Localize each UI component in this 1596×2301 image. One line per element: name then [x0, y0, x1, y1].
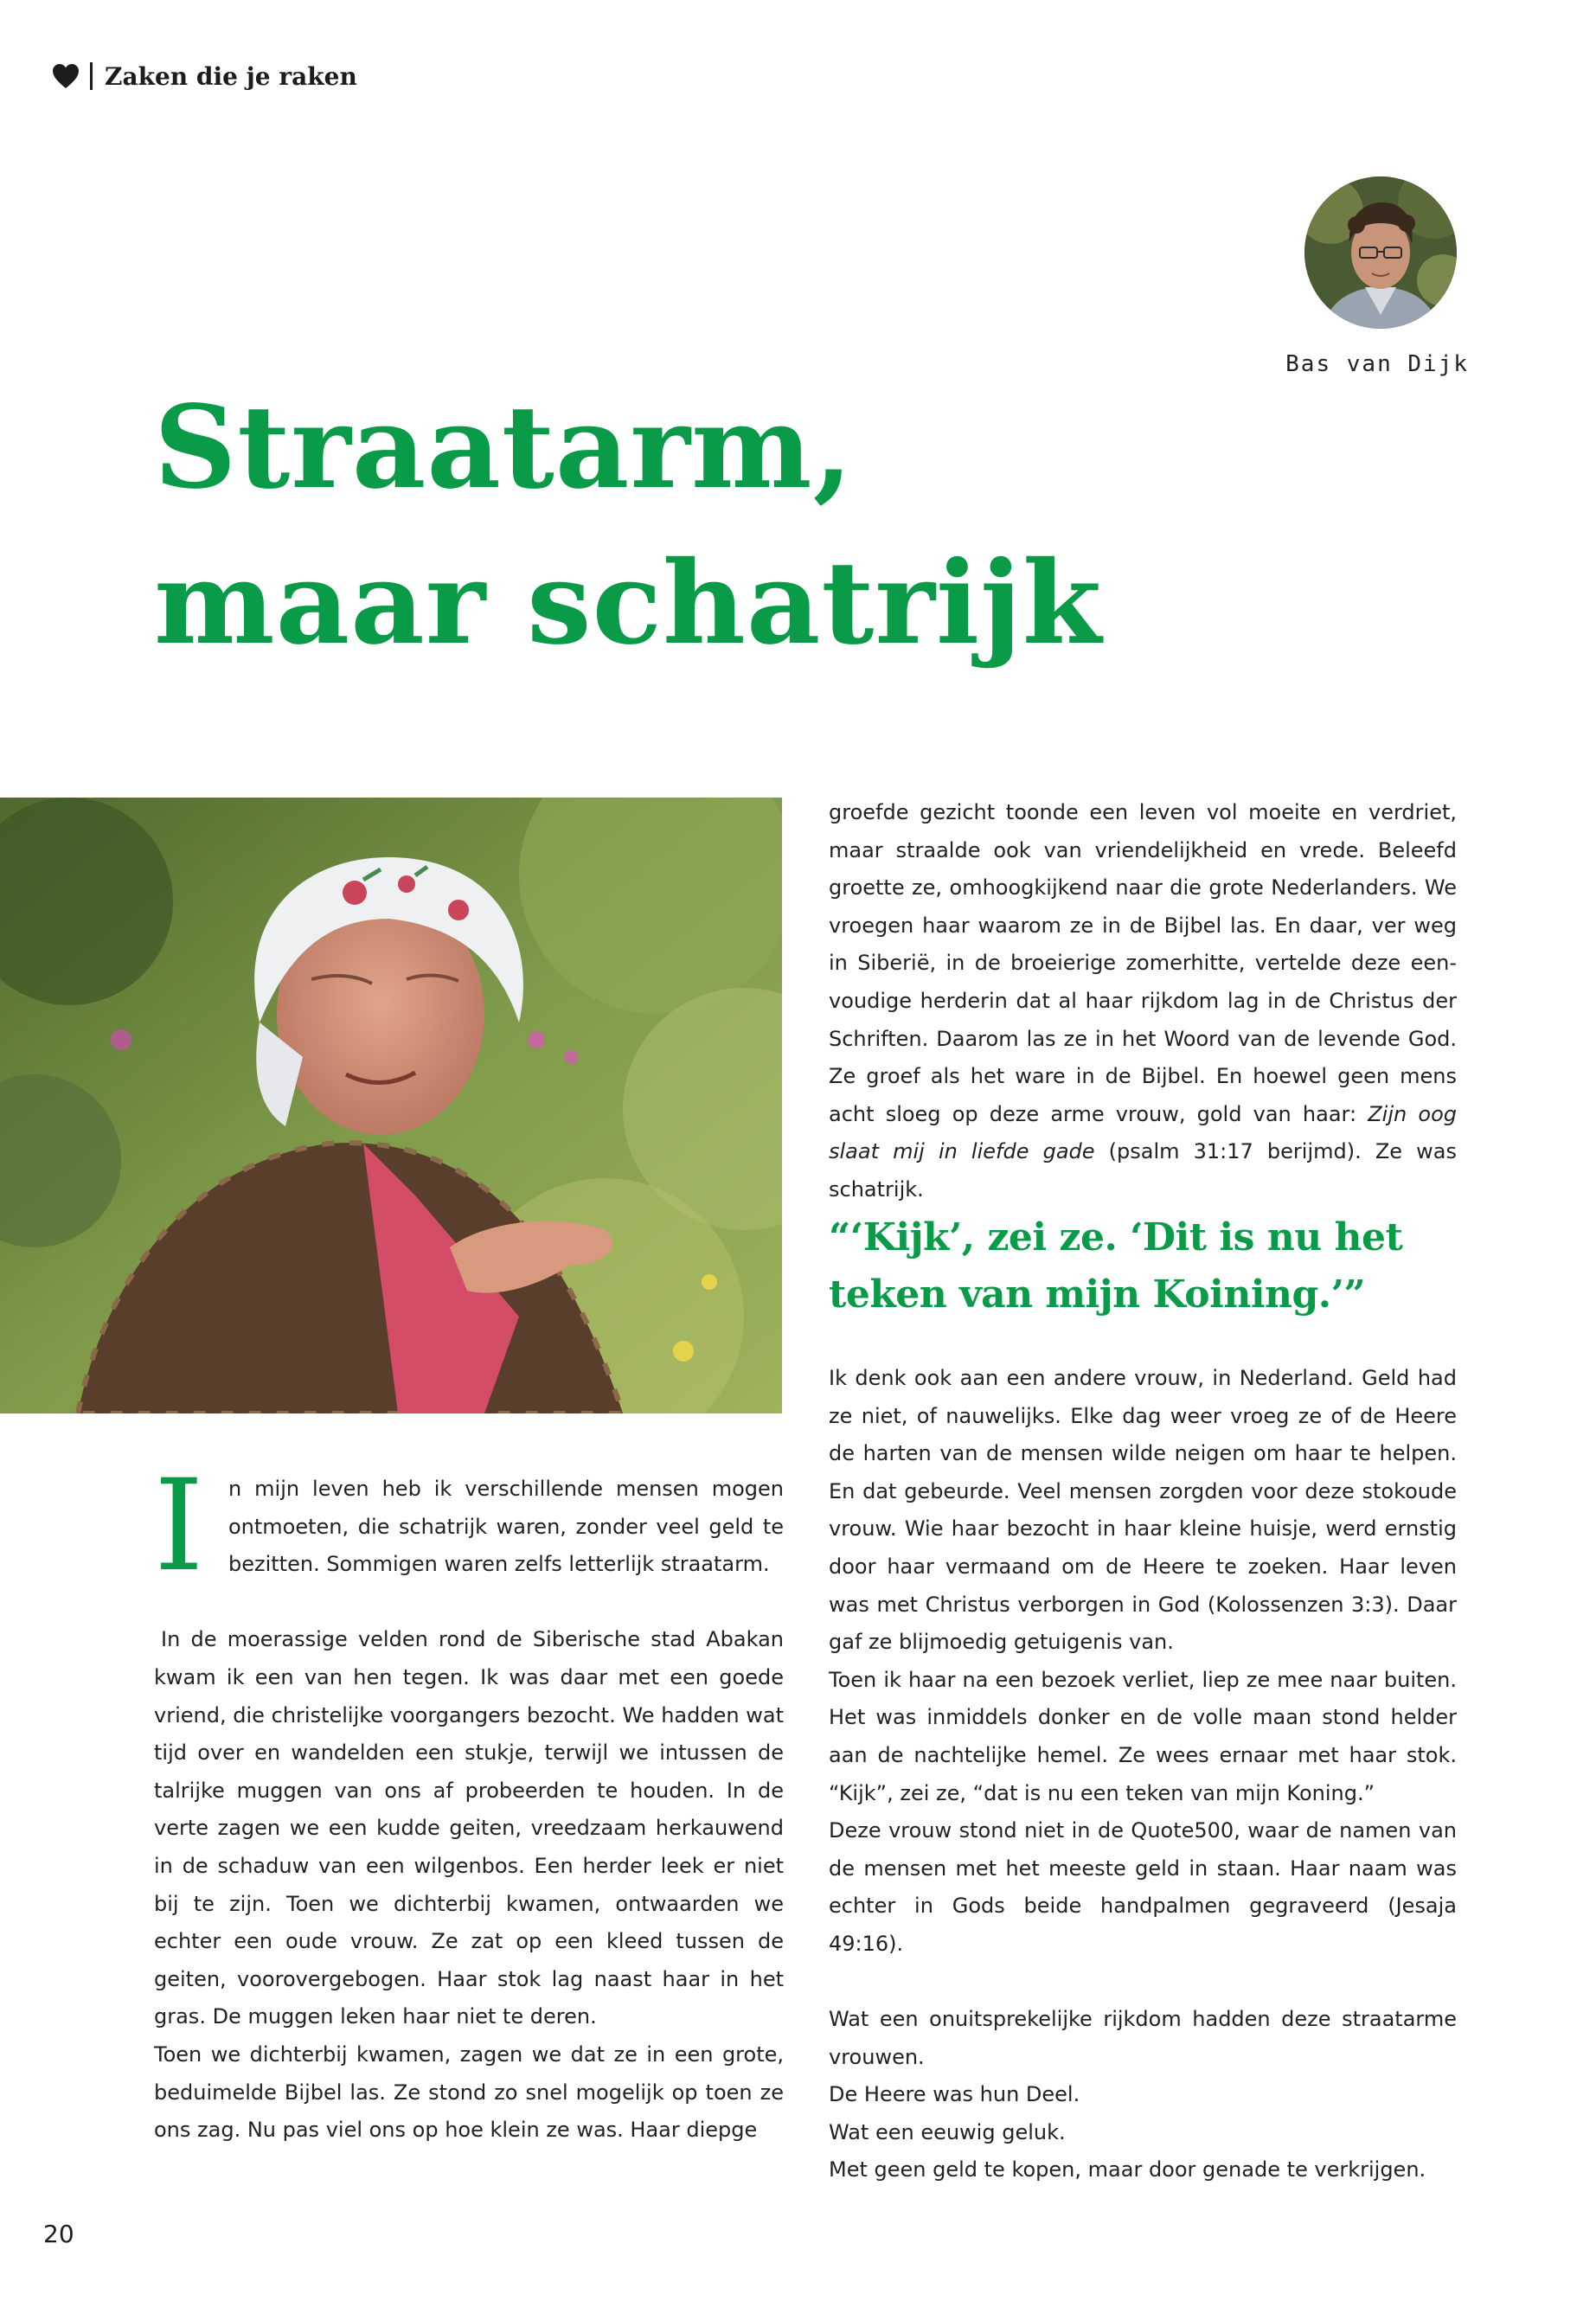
author-avatar	[1304, 176, 1457, 329]
old-woman-photo	[0, 798, 782, 1413]
author-name: Bas van Dijk	[1285, 351, 1469, 377]
body-paragraph: Toen ik haar na een bezoek verliet, liep ze mee naar buiten. Het was inmiddels donker en de volle maan stond helder aan de nachtelijke hemel. Ze wees ernaar met haar stok. “Kijk”, zei ze, “dat is nu een teken van mijn Koning.”	[829, 1667, 1457, 1805]
body-text: groefde gezicht toonde een leven vol moeite en verdriet, maar straalde ook van vriendelijkheid en vrede. Beleefd groette ze, omhoogkijkend naar die grote Nederlanders. We vroegen haar waarom ze in de Bijbel las. En daar, ver weg in Siberië, in de broeierige zomerhitte, vertelde deze eenvoudige herderin dat al haar rijkdom lag in de Christus der Schriften. Daarom las ze in het Woord van de levende God. Ze groef als het ware in de Bijbel. En hoewel geen mens acht sloeg op deze arme vrouw, gold van haar:	[829, 800, 1457, 1126]
body-paragraph: Met geen geld te kopen, maar door genade te verkrijgen.	[829, 2157, 1426, 2182]
body-text: (psalm 31:17 berijmd). Ze was schatrijk.	[829, 1139, 1457, 1202]
drop-cap: I	[154, 1452, 204, 1599]
intro-text: n mijn leven heb ik verschillende mensen mogen ontmoeten, die schatrijk waren, zonder veel geld te bezitten. Sommigen waren zelfs letterlijk straatarm.	[228, 1477, 784, 1577]
article-title	[154, 370, 1192, 682]
section-title: Zaken die je raken	[105, 61, 357, 91]
body-paragraph: Ik denk ook aan een andere vrouw, in Nederland. Geld had ze niet, of nauwelijks. Elke dag weer vroeg ze of de Heere de harten van de mensen wilde neigen om haar te helpen. En dat gebeurde. Veel mensen zorgden voor deze stokoude vrouw. Wie haar bezocht in haar kleine huisje, werd ernstig door haar vermaand om de Heere te zoeken. Haar leven was met Christus verborgen in God (Kolossenzen 3:3). Daar gaf ze blijmoedig getuigenis van.	[829, 1366, 1457, 1655]
article-column-right-top	[829, 794, 1457, 1209]
article-column-right-bottom	[829, 1360, 1457, 2189]
page-number: 20	[43, 2220, 74, 2248]
body-paragraph: De Heere was hun Deel.	[829, 2082, 1080, 2107]
body-paragraph: Wat een eeuwig geluk.	[829, 2119, 1066, 2144]
body-paragraph: Wat een onuitsprekelijke rijkdom hadden deze straatarme vrouwen.	[829, 2007, 1457, 2069]
section-tag	[52, 57, 357, 95]
body-paragraph	[829, 794, 1457, 1209]
body-paragraph: Toen we dichterbij kwamen, zagen we dat ze in een grote, beduimelde Bijbel las. Ze stond zo snel mogelijk op toen ze ons zag. Nu pas viel ons op hoe klein ze was. Haar diepge	[154, 2041, 784, 2143]
title-line-1: Straatarm,	[154, 381, 854, 515]
body-paragraph: Deze vrouw stond niet in de Quote500, waar de namen van de mensen met het meeste geld in staan. Haar naam was echter in Gods beide handpalmen gegraveerd (Jesaja 49:16).	[829, 1818, 1457, 1956]
article-photo	[0, 798, 782, 1413]
tag-divider	[90, 62, 93, 90]
heart-icon	[52, 63, 80, 89]
author-portrait-image	[1304, 176, 1457, 329]
intro-paragraph	[154, 1452, 784, 1599]
article-column-left	[154, 1452, 784, 2150]
paragraph-gap	[154, 1584, 784, 1622]
pull-quote: “‘Kijk’, zei ze. ‘Dit is nu het teken van mijn Koining.’”	[829, 1215, 1403, 1317]
scripture-quote: Zijn oog slaat mij in liefde gade	[829, 1101, 1457, 1164]
title-line-2: maar schatrijk	[154, 536, 1103, 670]
paragraph-gap	[829, 1964, 1457, 2002]
body-paragraph: In de moerassige velden rond de Siberische stad Abakan kwam ik een van hen tegen. Ik was daar met een goede vriend, die christelijke voorgangers bezocht. We hadden wat tijd over en wandelden een stukje, terwijl we intussen de talrijke muggen van ons af probeerden te houden. In de verte zagen we een kudde geiten, vreedzaam herkauwend in de schaduw van een wilgenbos. Een herder leek er niet bij te zijn. Toen we dichterbij kwamen, ontwaarden we echter een oude vrouw. Ze zat op een kleed tussen de geiten, voorovergebogen. Haar stok lag naast haar in het gras. De muggen leken haar niet te deren.	[154, 1627, 784, 2029]
